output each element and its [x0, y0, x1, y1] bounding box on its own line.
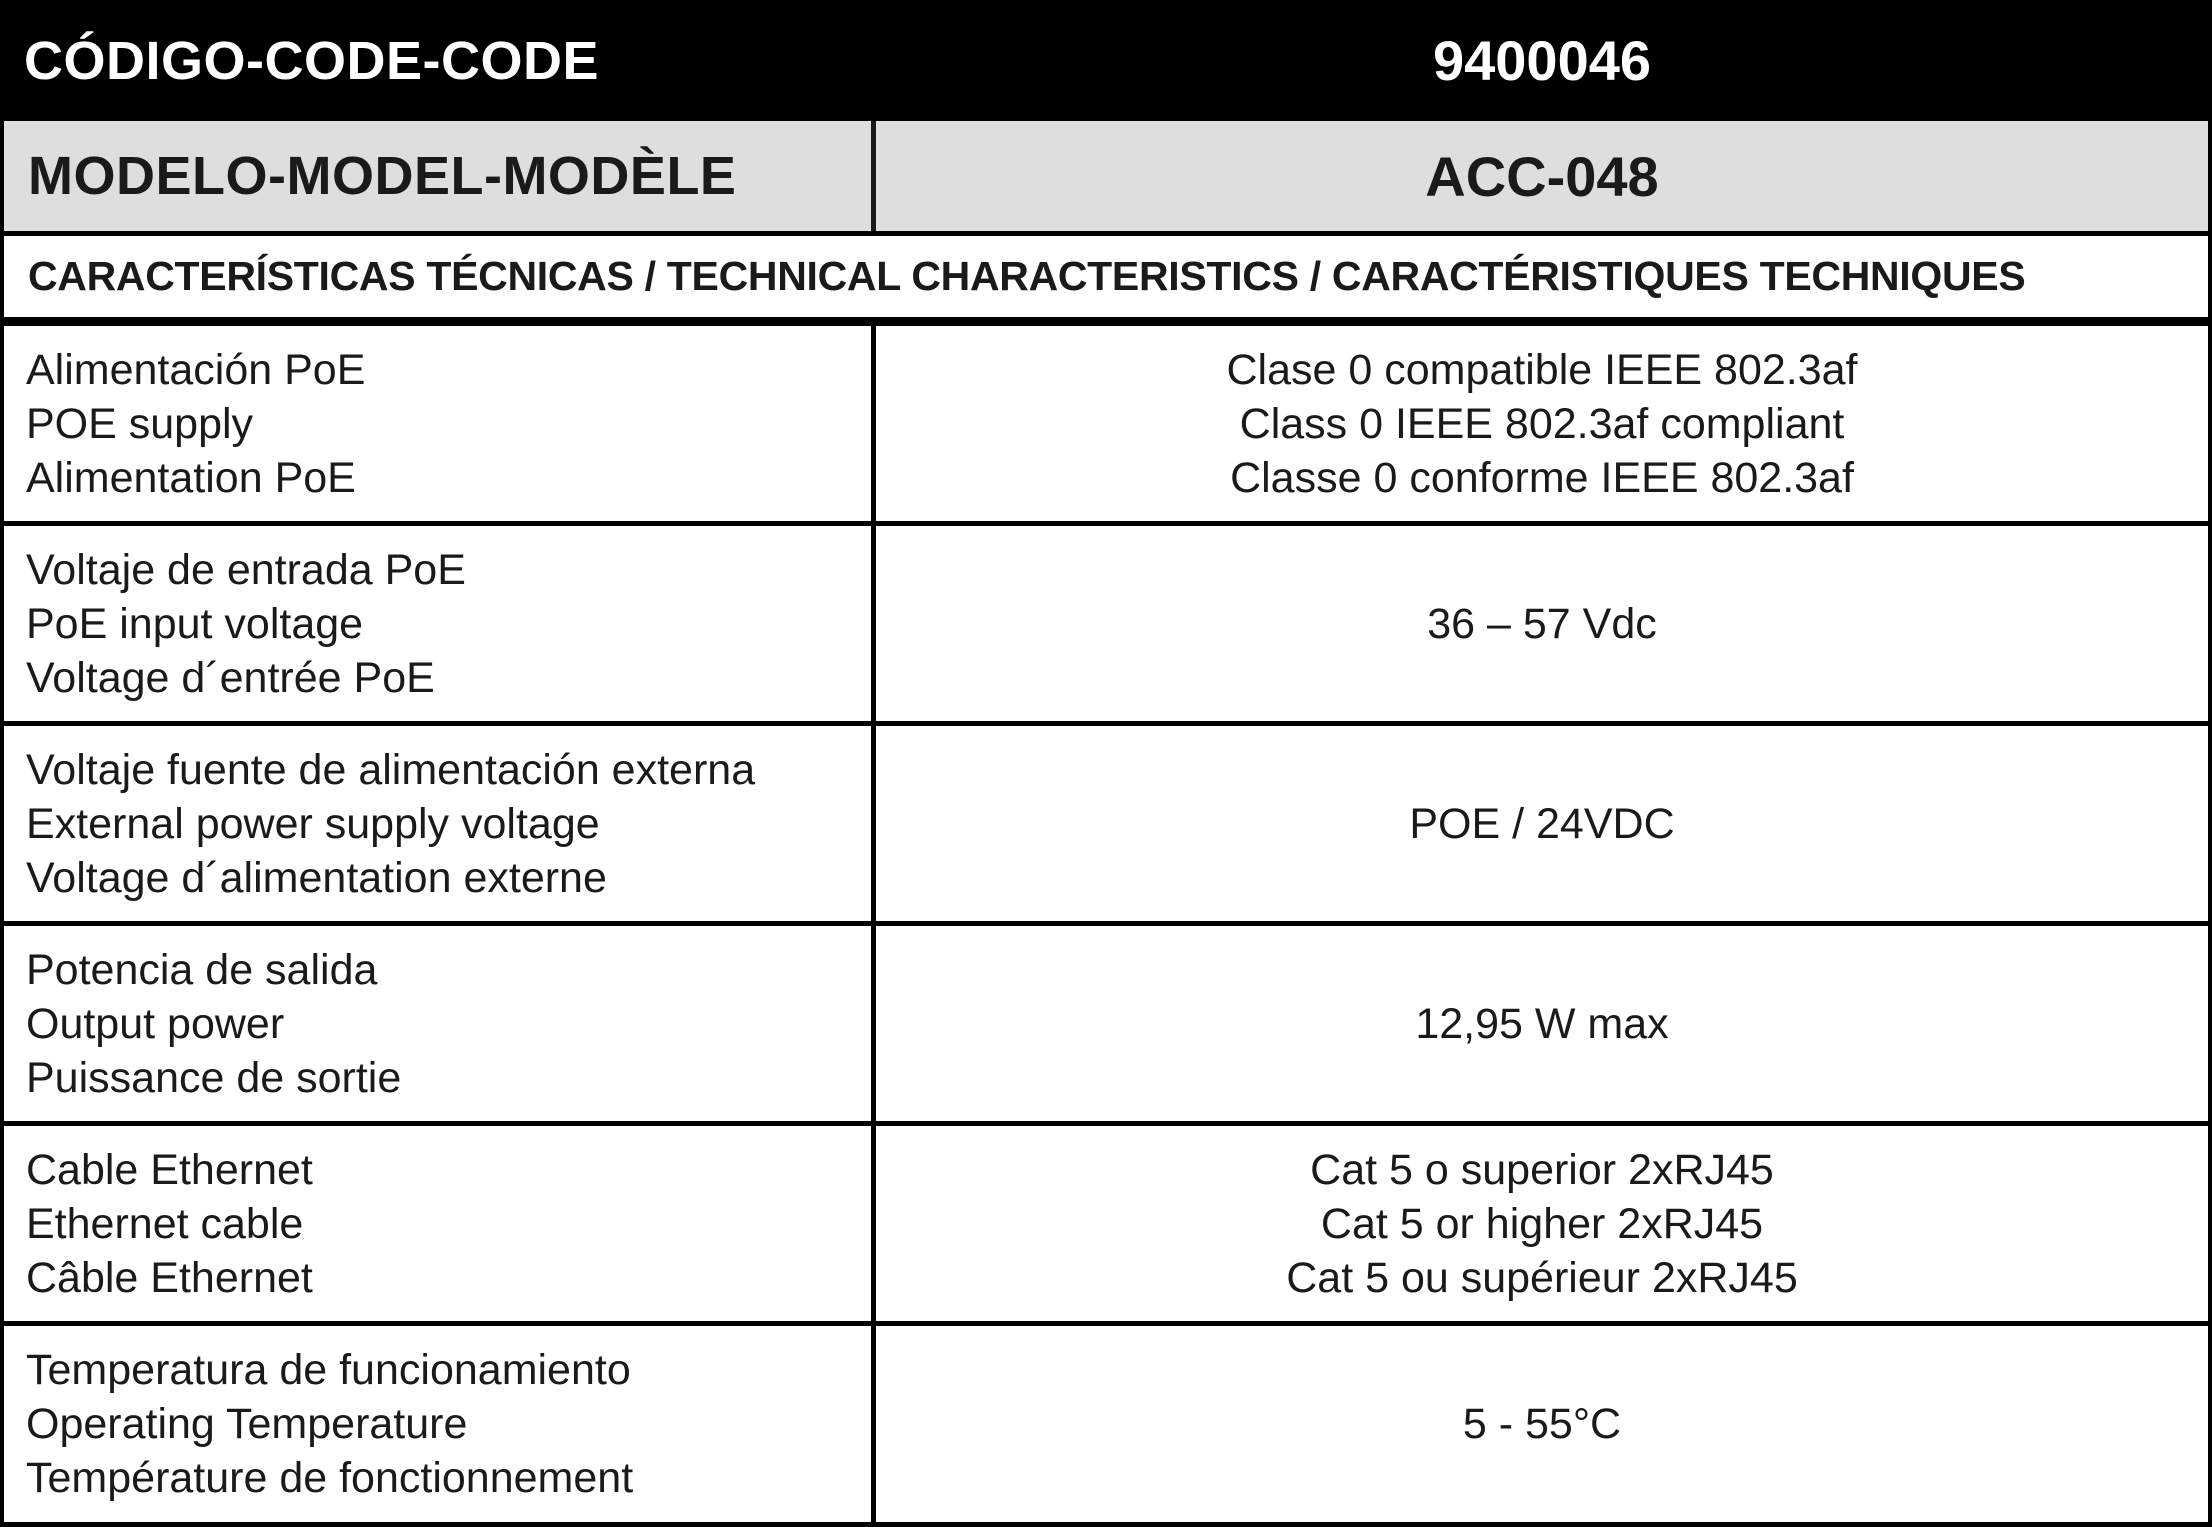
spec-row-operating-temperature [0, 1326, 2212, 1527]
spec-row-poe-supply [0, 326, 2212, 526]
spec-label-en: POE supply [26, 399, 254, 448]
spec-value-en: Class 0 IEEE 802.3af compliant [1239, 399, 1845, 448]
spec-value [876, 526, 2208, 721]
spec-label-fr: Voltage d´alimentation externe [26, 853, 607, 902]
code-row [0, 0, 2212, 121]
section-title: CARACTERÍSTICAS TÉCNICAS / TECHNICAL CHARACTERISTICS / CARACTÉRISTIQUES TECHNIQUES [0, 231, 2212, 326]
spec-value-text: 36 – 57 Vdc [1427, 599, 1657, 648]
spec-label [4, 1126, 876, 1321]
spec-value-fr: Classe 0 conforme IEEE 802.3af [1230, 453, 1854, 502]
spec-label-es: Voltaje de entrada PoE [26, 545, 466, 594]
spec-value-es: Cat 5 o superior 2xRJ45 [1310, 1145, 1774, 1194]
spec-value [876, 726, 2208, 921]
spec-label-fr: Câble Ethernet [26, 1253, 313, 1302]
spec-row-output-power [0, 926, 2212, 1126]
code-value: 9400046 [1432, 29, 1651, 92]
spec-value-en: Cat 5 or higher 2xRJ45 [1320, 1199, 1764, 1248]
spec-label [4, 326, 876, 521]
spec-label [4, 526, 876, 721]
spec-label [4, 926, 876, 1121]
spec-value [876, 326, 2208, 521]
spec-label-en: Ethernet cable [26, 1199, 304, 1248]
spec-value-es: Clase 0 compatible IEEE 802.3af [1226, 345, 1858, 394]
spec-value [876, 1126, 2208, 1321]
spec-label-en: Operating Temperature [26, 1400, 468, 1448]
spec-label-es: Voltaje fuente de alimentación externa [26, 745, 756, 794]
spec-value-fr: Cat 5 ou supérieur 2xRJ45 [1286, 1253, 1798, 1302]
spec-value-text: POE / 24VDC [1409, 799, 1675, 848]
spec-label [4, 726, 876, 921]
spec-label-es: Cable Ethernet [26, 1145, 313, 1194]
model-label: MODELO-MODEL-MODÈLE [4, 121, 876, 231]
spec-label-en: External power supply voltage [26, 799, 600, 848]
spec-label-en: PoE input voltage [26, 599, 364, 648]
spec-label-es: Alimentación PoE [26, 345, 366, 394]
spec-value [876, 1326, 2208, 1522]
model-value: ACC-048 [1425, 144, 1659, 208]
code-label: CÓDIGO-CODE-CODE [24, 30, 599, 91]
spec-label-fr: Puissance de sortie [26, 1053, 402, 1102]
spec-value-text: 5 - 55°C [1462, 1400, 1622, 1448]
spec-label-fr: Voltage d´entrée PoE [26, 653, 435, 702]
spec-label-fr: Alimentation PoE [26, 453, 356, 502]
spec-label-en: Output power [26, 999, 285, 1048]
model-row [0, 121, 2212, 231]
spec-label-es: Potencia de salida [26, 945, 378, 994]
spec-row-ethernet-cable [0, 1126, 2212, 1326]
spec-row-input-voltage [0, 526, 2212, 726]
spec-label-es: Temperatura de funcionamiento [26, 1346, 631, 1394]
spec-row-external-supply [0, 726, 2212, 926]
spec-label [4, 1326, 876, 1522]
spec-value-text: 12,95 W max [1415, 999, 1669, 1048]
spec-label-fr: Température de fonctionnement [26, 1454, 634, 1502]
spec-value [876, 926, 2208, 1121]
